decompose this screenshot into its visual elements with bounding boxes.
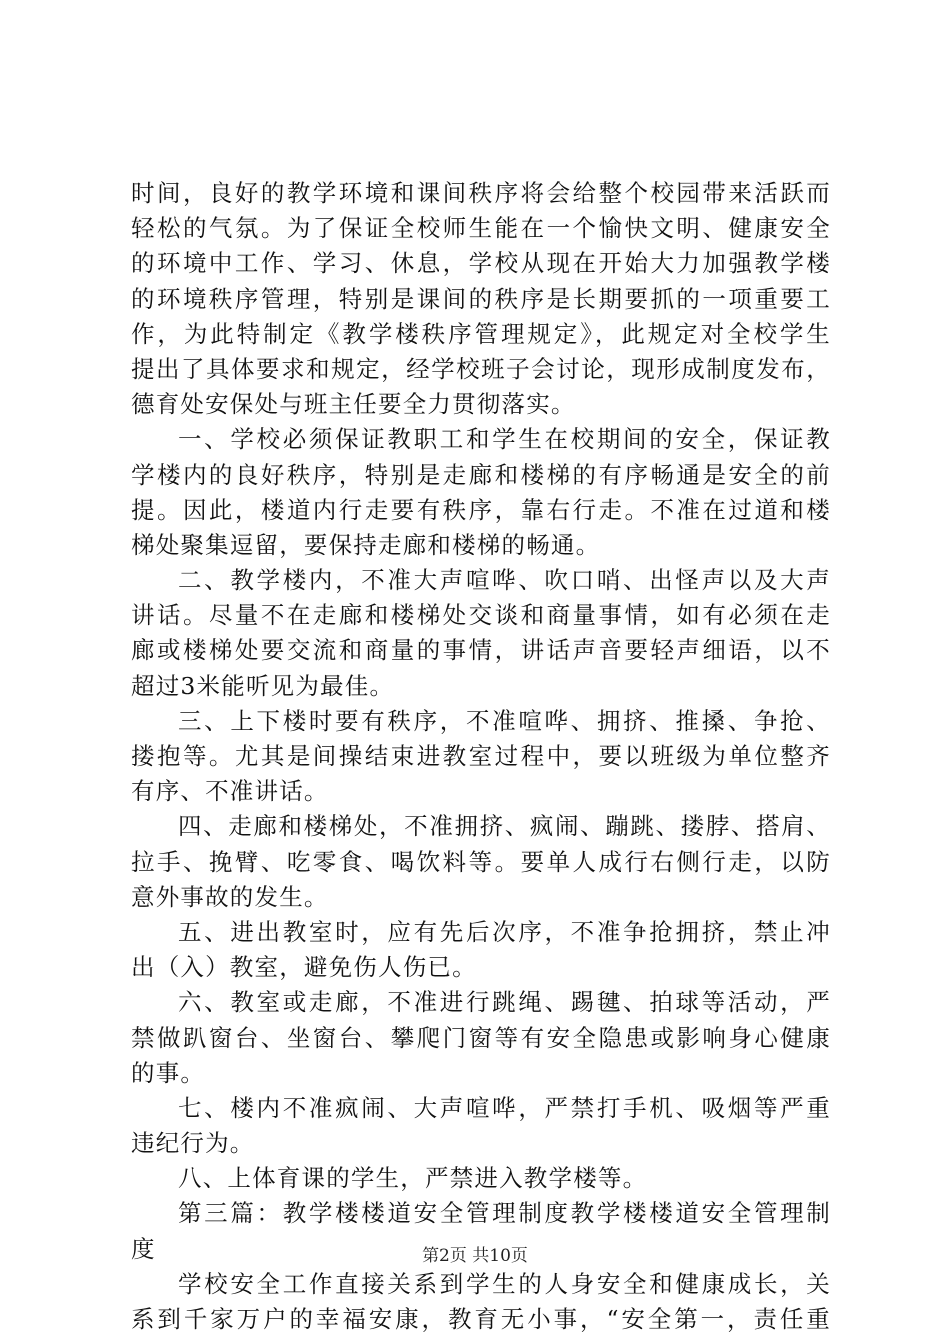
text-line: 作，为此特制定《教学楼秩序管理规定》，此规定对全校学生	[131, 319, 831, 348]
text-line: 度	[131, 1234, 156, 1263]
text-line: 禁做趴窗台、坐窗台、攀爬门窗等有安全隐患或影响身心健康	[131, 1023, 831, 1052]
text-line: 系到千家万户的幸福安康，教育无小事，“安全第一，责任重	[131, 1305, 831, 1333]
text-line: 拉手、挽臂、吃零食、喝饮料等。要单人成行右侧行走，以防	[131, 847, 831, 876]
text-line: 的环境秩序管理，特别是课间的秩序是长期要抓的一项重要工	[131, 284, 831, 313]
text-line: 时间，良好的教学环境和课间秩序将会给整个校园带来活跃而	[131, 179, 831, 207]
text-line: 四、走廊和楼梯处，不准拥挤、疯闹、蹦跳、搂脖、搭肩、	[178, 812, 831, 841]
text-line: 违纪行为。	[131, 1129, 255, 1158]
page-footer: 第2页 共10页	[422, 1246, 528, 1266]
text-line: 提出了具体要求和规定，经学校班子会讨论，现形成制度发布，	[131, 354, 831, 383]
text-line: 轻松的气氛。为了保证全校师生能在一个愉快文明、健康安全	[131, 214, 831, 243]
text-line: 七、楼内不准疯闹、大声喧哗，严禁打手机、吸烟等严重	[178, 1093, 831, 1122]
text-line: 德育处安保处与班主任要全力贯彻落实。	[131, 390, 576, 419]
text-line: 的事。	[131, 1058, 206, 1087]
text-line: 八、上体育课的学生，严禁进入教学楼等。	[178, 1164, 648, 1193]
text-line: 五、进出教室时，应有先后次序，不准争抢拥挤，禁止冲	[178, 917, 831, 946]
text-line: 出（入）教室，避免伤人伤已。	[131, 953, 477, 982]
text-line: 三、上下楼时要有秩序，不准喧哗、拥挤、推搡、争抢、	[178, 706, 831, 735]
text-line: 提。因此，楼道内行走要有秩序，靠右行走。不准在过道和楼	[131, 495, 831, 524]
document-body	[131, 176, 831, 1337]
text-line: 二、教学楼内，不准大声喧哗、吹口哨、出怪声以及大声	[178, 566, 831, 595]
text-line: 意外事故的发生。	[131, 882, 329, 911]
text-line: 超过3米能听见为最佳。	[131, 671, 395, 700]
text-line: 廊或楼梯处要交流和商量的事情，讲话声音要轻声细语，以不	[131, 636, 831, 665]
text-line: 学楼内的良好秩序，特别是走廊和楼梯的有序畅通是安全的前	[131, 460, 831, 489]
text-line: 一、学校必须保证教职工和学生在校期间的安全，保证教	[178, 425, 831, 454]
text-line: 搂抱等。尤其是间操结束进教室过程中，要以班级为单位整齐	[131, 742, 831, 770]
text-line: 梯处聚集逗留，要保持走廊和楼梯的畅通。	[131, 530, 601, 559]
text-line: 六、教室或走廊，不准进行跳绳、踢毽、拍球等活动，严	[178, 988, 831, 1017]
text-line: 的环境中工作、学习、休息，学校从现在开始大力加强教学楼	[131, 249, 831, 278]
text-line: 有序、不准讲话。	[131, 777, 329, 806]
text-line: 学校安全工作直接关系到学生的人身安全和健康成长，关	[178, 1269, 831, 1298]
text-line: 讲话。尽量不在走廊和楼梯处交谈和商量事情，如有必须在走	[131, 601, 831, 630]
text-line: 第三篇：教学楼楼道安全管理制度教学楼楼道安全管理制	[178, 1199, 831, 1228]
